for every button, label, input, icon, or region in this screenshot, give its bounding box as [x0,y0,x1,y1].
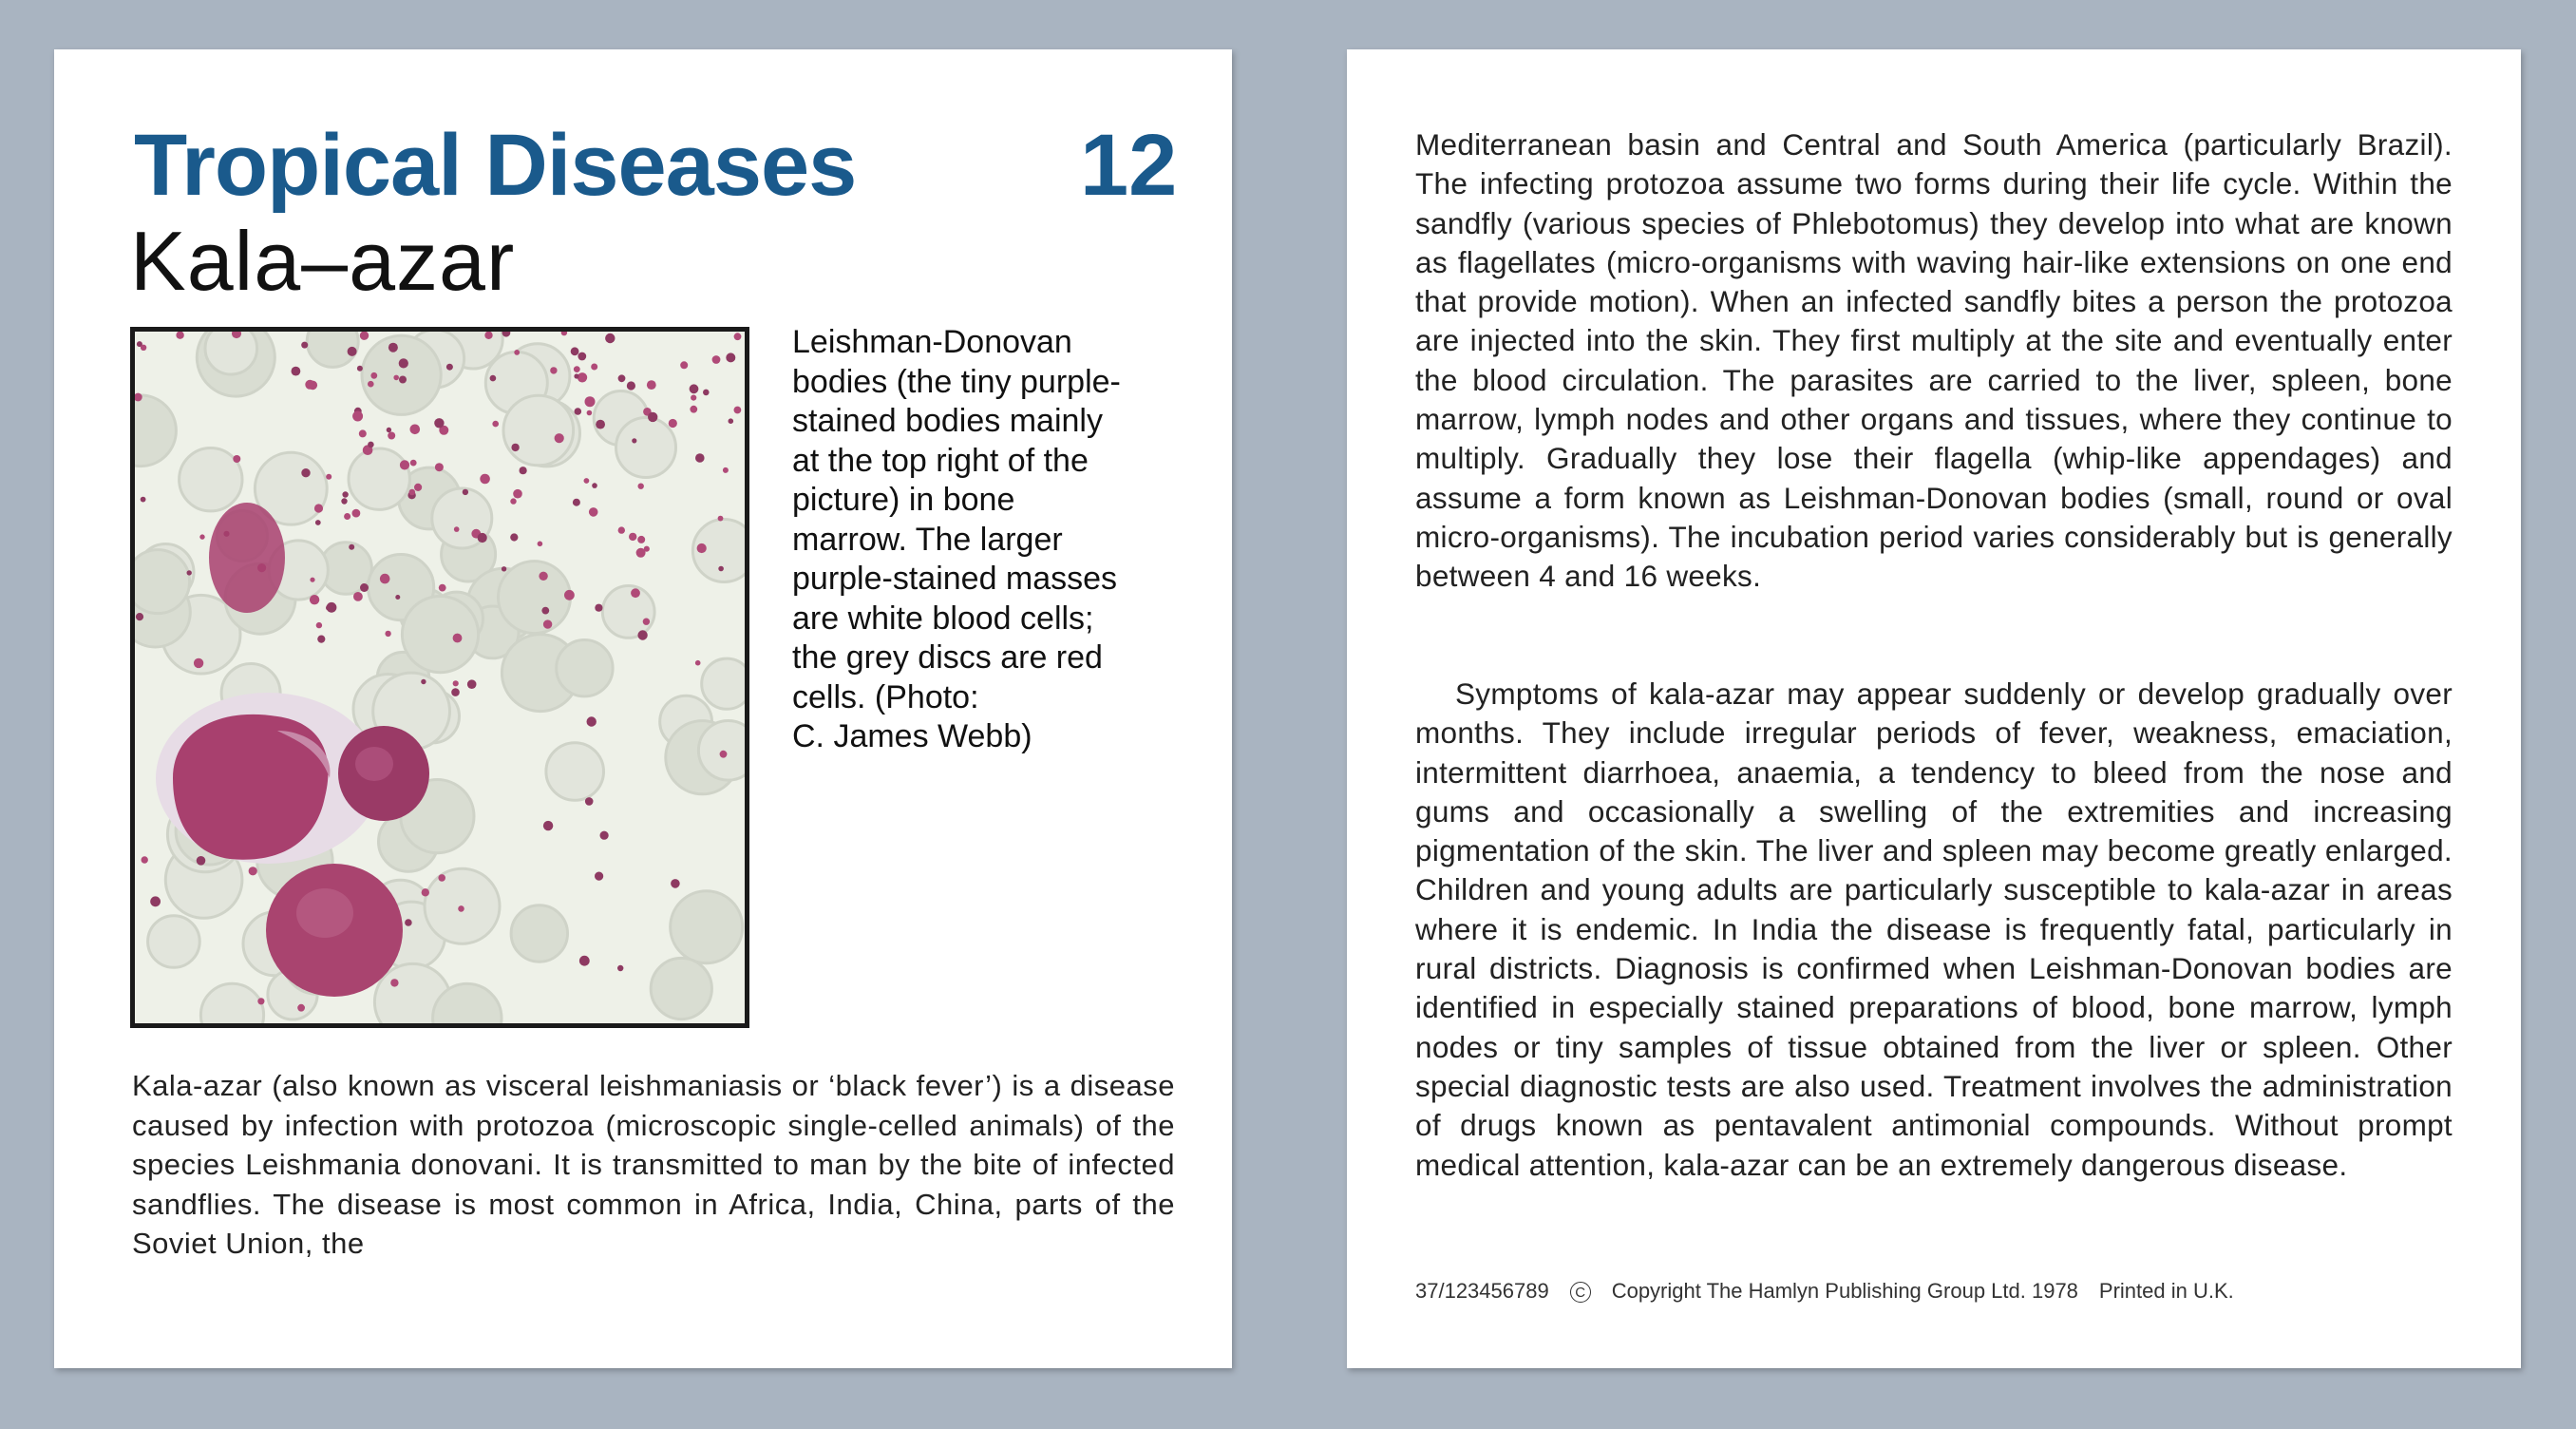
card-front [54,49,1232,1368]
footer-copyright: Copyright The Hamlyn Publishing Group Ltd. 1978 [1611,1279,2078,1303]
card-title: Kala–azar [130,214,516,308]
card-number: 12 [1080,117,1178,214]
back-paragraph-1: Mediterranean basin and Central and South America (particularly Brazil). The infecting protozoa assume two forms during their life cycle. Within the sandfly (various species of Phlebotomus) they develop into what are known as flagellates (micro-organisms with waving hair-like extensions on one end that provide motion). When an infected sandfly bites a person the protozoa are injected into the skin. They first multiply at the site and eventually enter the blood circulation. The parasites are carried to the liver, spleen, bone marrow, lymph nodes and other organs and tissues, where they continue to multiply. Gradually they lose their flagella (whip-like appendages) and assume a form known as Leishman-Donovan bodies (small, round or oval micro-organisms). The incubation period varies considerably but is generally between 4 and 16 weeks. [1415,127,2453,594]
footer-code: 37/123456789 [1415,1279,1549,1303]
card-back [1347,49,2521,1368]
footer-printed: Printed in U.K. [2098,1279,2234,1303]
series-title: Tropical Diseases [134,117,857,214]
front-body-text: Kala-azar (also known as visceral leishmaniasis or ‘black fever’) is a disease caused by infection with protozoa (microscopic single-celled animals) of the species Leishmania donovani. It is transmitted to man by the bite of infected sandflies. The disease is most common in Africa, India, China, parts of the Soviet Union, the [132,1069,1175,1260]
footer [1415,1279,2460,1304]
micrograph-photo [130,327,749,1028]
copyright-icon: C [1570,1282,1591,1303]
back-paragraph-2: Symptoms of kala-azar may appear suddenly or develop gradually over months. They include irregular periods of fever, weakness, emaciation, intermittent diarrhoea, anaemia, a tendency to bleed from the nose and gums and occasionally a swelling of the extremities and increasing pigmentation of the skin. The liver and spleen may become greatly enlarged. Children and young adults are particularly susceptible to kala-azar in areas where it is endemic. In India the disease is frequently fatal, particularly in rural districts. Diagnosis is confirmed when Leishman-Donovan bodies are identified in especially stained preparations of blood, bone marrow, lymph nodes or tiny samples of tissue obtained from the liver or spleen. Other special diagnostic tests are also used. Treatment involves the administration of drugs known as pentavalent antimonial compounds. Without prompt medical attention, kala-azar can be an extremely dangerous disease. [1415,676,2453,1182]
photo-caption: Leishman-Donovan bodies (the tiny purple- stained bodies mainly at the top right of the picture) in bone marrow. The larger purple-stained masses are white blood cells; the grey discs are red cells. (Photo: C. James Webb) [792,324,1121,754]
micrograph-image [135,332,745,1023]
